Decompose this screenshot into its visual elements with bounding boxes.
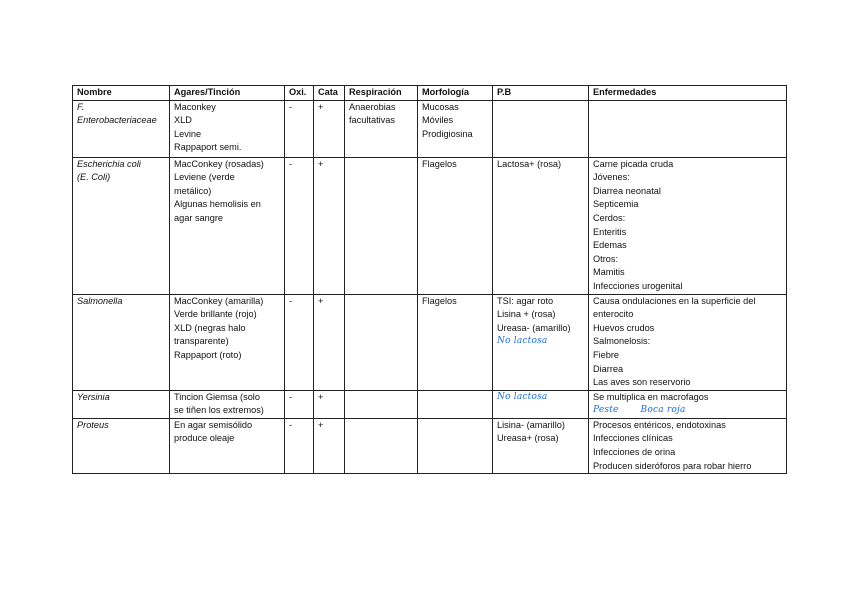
cell-line: Infecciones urogenital (593, 280, 683, 291)
cell-line: Mucosas (422, 101, 459, 112)
cell-morfologia (418, 157, 493, 294)
cell-line: Verde brillante (rojo) (174, 309, 257, 320)
cell-cata: + (314, 294, 345, 390)
cell-line: Móviles (422, 115, 454, 126)
cell-cata: + (314, 390, 345, 418)
handwritten-note: No lactosa (497, 336, 548, 347)
cell-nombre (73, 294, 170, 390)
cell-nombre (73, 418, 170, 473)
table-header-row (73, 86, 787, 101)
cell-line: Se multiplica en macrofagos (593, 391, 709, 402)
cell-line: Diarrea neonatal (593, 185, 661, 196)
cell-line: Algunas hemolisis en (174, 199, 261, 210)
table-row (73, 390, 787, 418)
column-header-agares: Agares/Tinción (170, 86, 285, 101)
cell-enfermedades (589, 100, 787, 157)
cell-line: Infecciones clínicas (593, 433, 673, 444)
cell-agares (170, 294, 285, 390)
cell-respiracion (345, 100, 418, 157)
cell-enfermedades (589, 294, 787, 390)
cell-line: Causa ondulaciones en la superficie del (593, 295, 756, 306)
column-header-morfologia: Morfología (418, 86, 493, 101)
cell-enfermedades (589, 390, 787, 418)
cell-line: Ureasa+ (rosa) (497, 433, 559, 444)
cell-line: Huevos crudos (593, 322, 655, 333)
cell-line: Prodigiosina (422, 128, 473, 139)
cell-agares (170, 418, 285, 473)
cell-line: Levine (174, 128, 202, 139)
cell-cata: + (314, 157, 345, 294)
cell-line: Las aves son reservorio (593, 377, 691, 388)
cell-oxi: - (285, 100, 314, 157)
cell-line: metálico) (174, 185, 212, 196)
cell-morfologia (418, 418, 493, 473)
cell-line: F. (77, 101, 84, 112)
cell-line: Carne picada cruda (593, 158, 674, 169)
cell-line: Proteus (77, 419, 109, 430)
cell-pb (493, 390, 589, 418)
cell-line: Ureasa- (amarillo) (497, 322, 571, 333)
cell-nombre (73, 157, 170, 294)
cell-respiracion (345, 157, 418, 294)
cell-pb (493, 294, 589, 390)
cell-morfologia (418, 100, 493, 157)
cell-agares (170, 390, 285, 418)
handwritten-word: Boca roja (640, 405, 686, 416)
cell-line: Yersinia (77, 391, 110, 402)
cell-pb (493, 100, 589, 157)
cell-line: Flagelos (422, 295, 457, 306)
table-row (73, 418, 787, 473)
cell-line: Producen sideróforos para robar hierro (593, 460, 752, 471)
cell-line: transparente) (174, 336, 229, 347)
cell-pb (493, 157, 589, 294)
column-header-enfermedades: Enfermedades (589, 86, 787, 101)
cell-respiracion (345, 390, 418, 418)
cell-line: Infecciones de orina (593, 447, 676, 458)
cell-line: Cerdos: (593, 212, 626, 223)
cell-line: Escherichia coli (77, 158, 141, 169)
cell-line: Septicemia (593, 199, 639, 210)
cell-line: XLD (174, 115, 192, 126)
handwritten-note (593, 404, 782, 418)
cell-line: produce oleaje (174, 433, 235, 444)
cell-oxi: - (285, 157, 314, 294)
cell-line: Enteritis (593, 226, 627, 237)
cell-cata: + (314, 100, 345, 157)
table-row (73, 294, 787, 390)
cell-line: Enterobacteriaceae (77, 115, 157, 126)
cell-morfologia (418, 390, 493, 418)
column-header-oxi: Oxi. (285, 86, 314, 101)
cell-agares (170, 157, 285, 294)
table-body (73, 100, 787, 474)
table-row (73, 100, 787, 157)
cell-line: Jóvenes: (593, 172, 630, 183)
cell-line: MacConkey (rosadas) (174, 158, 264, 169)
cell-line: Fiebre (593, 349, 620, 360)
cell-enfermedades (589, 157, 787, 294)
cell-line: (E. Coli) (77, 172, 111, 183)
cell-agares (170, 100, 285, 157)
bacteria-table (72, 85, 787, 474)
cell-line: Lisina + (rosa) (497, 309, 556, 320)
cell-line: Tincion Giemsa (solo (174, 391, 260, 402)
cell-respiracion (345, 294, 418, 390)
column-header-pb: P.B (493, 86, 589, 101)
handwritten-note: No lactosa (497, 391, 548, 402)
cell-line: MacConkey (amarilla) (174, 295, 264, 306)
cell-line: agar sangre (174, 212, 224, 223)
cell-line: Mamitis (593, 267, 625, 278)
cell-line: Maconkey (174, 101, 216, 112)
handwritten-word: Peste (593, 405, 619, 416)
cell-line: Otros: (593, 253, 619, 264)
table-row (73, 157, 787, 294)
cell-oxi: - (285, 390, 314, 418)
cell-pb (493, 418, 589, 473)
cell-line: Diarrea (593, 363, 624, 374)
cell-line: Leviene (verde (174, 172, 235, 183)
cell-line: Salmonelosis: (593, 336, 651, 347)
cell-line: Rappaport (roto) (174, 349, 242, 360)
cell-line: TSI: agar roto (497, 295, 554, 306)
cell-line: enterocito (593, 309, 634, 320)
cell-respiracion (345, 418, 418, 473)
cell-line: Lactosa+ (rosa) (497, 158, 562, 169)
column-header-respiracion: Respiración (345, 86, 418, 101)
cell-line: Lisina- (amarillo) (497, 419, 565, 430)
cell-line: Flagelos (422, 158, 457, 169)
cell-line: Rappaport semi. (174, 142, 242, 153)
cell-oxi: - (285, 418, 314, 473)
cell-cata: + (314, 418, 345, 473)
cell-nombre (73, 390, 170, 418)
cell-nombre (73, 100, 170, 157)
column-header-cata: Cata (314, 86, 345, 101)
cell-line: se tiñen los extremos) (174, 405, 264, 416)
cell-line: facultativas (349, 115, 395, 126)
cell-line: En agar semisólido (174, 419, 253, 430)
cell-enfermedades (589, 418, 787, 473)
cell-line: Procesos entéricos, endotoxinas (593, 419, 726, 430)
cell-morfologia (418, 294, 493, 390)
cell-line: Edemas (593, 240, 627, 251)
cell-line: Salmonella (77, 295, 123, 306)
column-header-nombre: Nombre (73, 86, 170, 101)
cell-oxi: - (285, 294, 314, 390)
cell-line: XLD (negras halo (174, 322, 246, 333)
cell-line: Anaerobias (349, 101, 396, 112)
